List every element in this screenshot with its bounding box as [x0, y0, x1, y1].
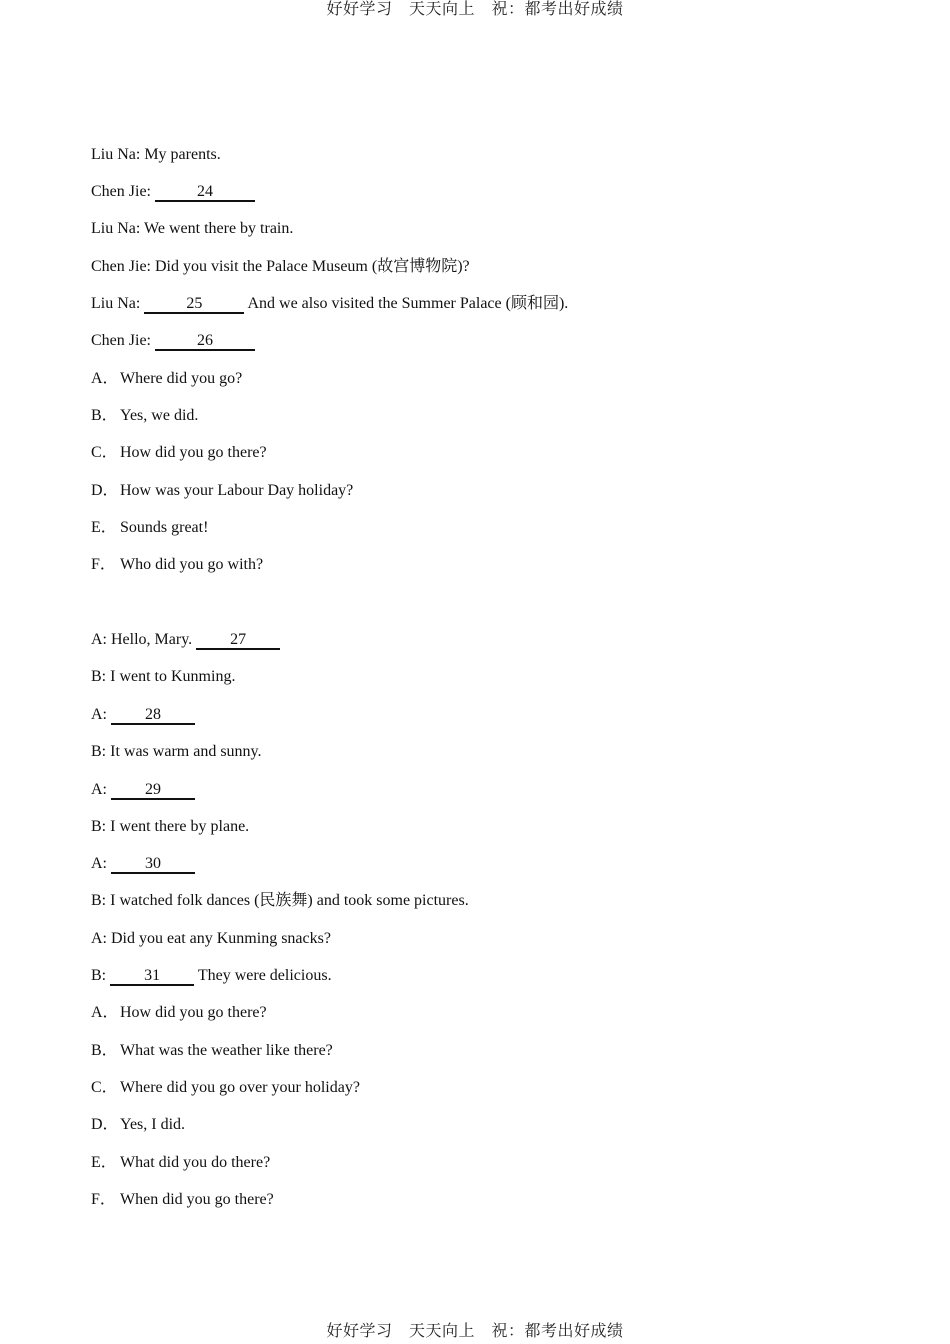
- dialogue-line: [91, 929, 331, 949]
- dialogue-text: I watched folk dances (民族舞) and took some pictures.: [110, 892, 469, 909]
- speaker-label: A:: [91, 855, 107, 872]
- speaker-label: Chen Jie:: [91, 183, 151, 200]
- option-text: How did you go there?: [120, 444, 267, 461]
- option-letter: E．: [91, 1154, 117, 1171]
- dialogue-line: [91, 780, 195, 800]
- option-item: [91, 443, 267, 463]
- answer-blank-28[interactable]: 28: [111, 707, 195, 725]
- dialogue-text: We went there by train.: [144, 220, 294, 237]
- option-item: [91, 481, 353, 501]
- option-item: [91, 369, 242, 389]
- option-letter: E．: [91, 519, 117, 536]
- option-text: How was your Labour Day holiday?: [120, 482, 354, 499]
- option-item: [91, 555, 263, 575]
- dialogue-line: [91, 257, 470, 277]
- speaker-label: A:: [91, 706, 107, 723]
- option-text: When did you go there?: [120, 1191, 274, 1208]
- dialogue-text: Hello, Mary.: [111, 631, 193, 648]
- option-text: What did you do there?: [120, 1154, 271, 1171]
- option-text: Yes, we did.: [120, 407, 199, 424]
- dialogue-line: [91, 331, 255, 351]
- answer-blank-30[interactable]: 30: [111, 856, 195, 874]
- option-letter: B．: [91, 1042, 118, 1059]
- option-letter: A．: [91, 1004, 119, 1021]
- option-text: What was the weather like there?: [120, 1042, 333, 1059]
- dialogue-text: And we also visited the Summer Palace (顾和园).: [247, 295, 569, 312]
- dialogue-line: [91, 630, 280, 650]
- speaker-label: Chen Jie:: [91, 332, 151, 349]
- page-header: 好好学习 天天向上 祝：都考出好成绩: [326, 0, 624, 18]
- option-text: Yes, I did.: [120, 1116, 186, 1133]
- dialogue-line: [91, 742, 262, 762]
- answer-blank-26[interactable]: 26: [155, 333, 255, 351]
- dialogue-text: They were delicious.: [197, 967, 332, 984]
- speaker-label: A:: [91, 781, 107, 798]
- page-footer: 好好学习 天天向上 祝：都考出好成绩: [326, 1321, 624, 1340]
- option-text: Sounds great!: [120, 519, 209, 536]
- option-item: [91, 1190, 274, 1210]
- dialogue-text: Did you visit the Palace Museum (故宫博物院)?: [155, 258, 470, 275]
- dialogue-line: [91, 891, 469, 911]
- speaker-label: A:: [91, 631, 107, 648]
- speaker-label: B:: [91, 892, 107, 909]
- option-letter: D．: [91, 482, 119, 499]
- option-item: [91, 1078, 360, 1098]
- option-item: [91, 1153, 270, 1173]
- dialogue-line: [91, 294, 568, 314]
- dialogue-line: [91, 817, 249, 837]
- dialogue-text: I went to Kunming.: [110, 668, 236, 685]
- option-item: [91, 406, 198, 426]
- speaker-label: B:: [91, 818, 107, 835]
- dialogue-text: Did you eat any Kunming snacks?: [111, 930, 331, 947]
- option-text: Who did you go with?: [120, 556, 264, 573]
- option-letter: F．: [91, 1191, 116, 1208]
- option-text: Where did you go over your holiday?: [120, 1079, 360, 1096]
- speaker-label: Chen Jie:: [91, 258, 151, 275]
- speaker-label: A:: [91, 930, 107, 947]
- option-letter: D．: [91, 1116, 119, 1133]
- dialogue-line: [91, 854, 195, 874]
- dialogue-line: [91, 182, 255, 202]
- option-text: How did you go there?: [120, 1004, 267, 1021]
- speaker-label: B:: [91, 743, 107, 760]
- speaker-label: Liu Na:: [91, 220, 141, 237]
- option-letter: C．: [91, 1079, 118, 1096]
- speaker-label: Liu Na:: [91, 146, 141, 163]
- option-letter: B．: [91, 407, 118, 424]
- answer-blank-29[interactable]: 29: [111, 782, 195, 800]
- dialogue-line: [91, 667, 235, 687]
- dialogue-line: [91, 966, 332, 986]
- answer-blank-25[interactable]: 25: [144, 296, 244, 314]
- dialogue-line: [91, 145, 221, 165]
- speaker-label: B:: [91, 668, 107, 685]
- answer-blank-24[interactable]: 24: [155, 184, 255, 202]
- dialogue-line: [91, 219, 293, 239]
- option-item: [91, 1041, 333, 1061]
- dialogue-text: It was warm and sunny.: [110, 743, 262, 760]
- dialogue-line: [91, 705, 195, 725]
- option-letter: C．: [91, 444, 118, 461]
- speaker-label: B:: [91, 967, 107, 984]
- answer-blank-31[interactable]: 31: [110, 968, 194, 986]
- dialogue-text: My parents.: [144, 146, 221, 163]
- option-item: [91, 518, 208, 538]
- dialogue-text: I went there by plane.: [110, 818, 250, 835]
- option-letter: A．: [91, 370, 119, 387]
- option-letter: F．: [91, 556, 116, 573]
- answer-blank-27[interactable]: 27: [196, 632, 280, 650]
- speaker-label: Liu Na:: [91, 295, 141, 312]
- option-item: [91, 1003, 267, 1023]
- option-text: Where did you go?: [120, 370, 243, 387]
- option-item: [91, 1115, 185, 1135]
